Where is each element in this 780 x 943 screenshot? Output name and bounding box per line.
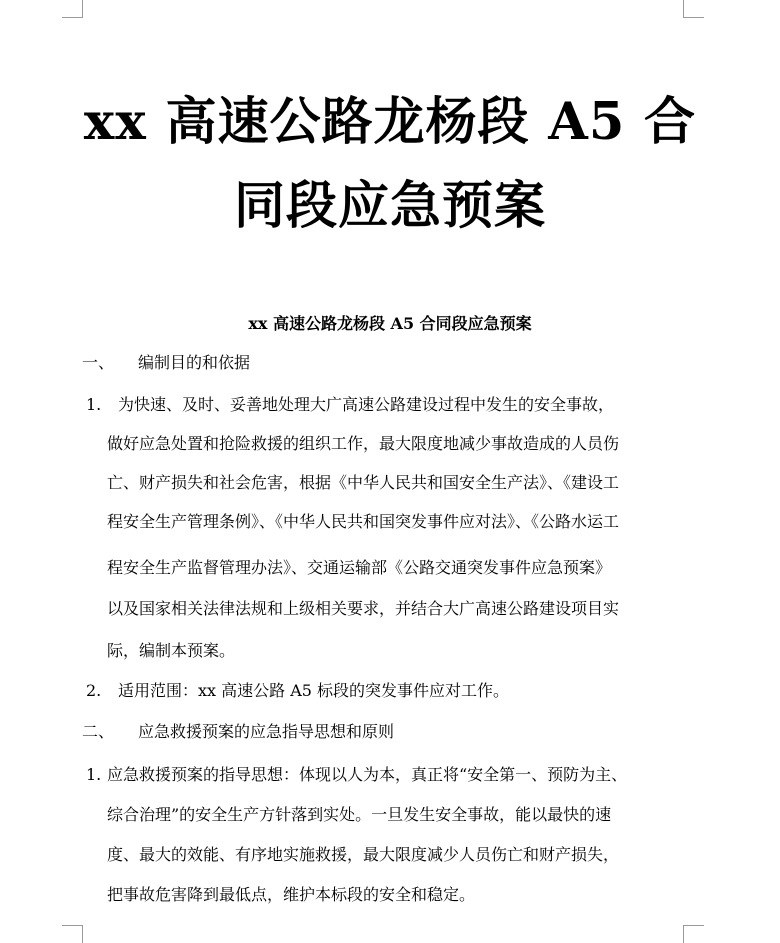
section-1-item-1-line-7: 际，编制本预案。 xyxy=(107,641,236,660)
section-2-item-1-line-4: 把事故危害降到最低点，维护本标段的安全和稳定。 xyxy=(107,885,476,904)
crop-mark-top-right-horizontal xyxy=(684,17,704,18)
section-1-item-1-line-3: 亡、财产损失和社会危害，根据《中华人民共和国安全生产法》、《建设工 xyxy=(107,473,620,492)
document-title xyxy=(40,80,740,248)
section-1-number: 一、 xyxy=(82,353,115,372)
crop-mark-bottom-right-vertical xyxy=(683,925,684,943)
section-1-heading: 编制目的和依据 xyxy=(138,353,251,372)
section-2-number: 二、 xyxy=(82,722,115,741)
section-2-item-1-number: 1. xyxy=(86,765,102,784)
section-1-item-2-number: 2. xyxy=(86,681,102,700)
crop-mark-top-left-vertical xyxy=(82,0,83,18)
section-2-item-1-line-3: 度、最大的效能、有序地实施救援，最大限度减少人员伤亡和财产损失， xyxy=(107,845,620,864)
crop-mark-top-left-horizontal xyxy=(62,17,82,18)
section-2-heading: 应急救援预案的应急指导思想和原则 xyxy=(138,722,395,741)
section-1-item-1-line-2: 做好应急处置和抢险救援的组织工作，最大限度地减少事故造成的人员伤 xyxy=(107,434,620,453)
section-1-item-2-line-1: 适用范围：xx 高速公路 A5 标段的突发事件应对工作。 xyxy=(118,681,510,700)
section-1-item-1-line-4: 程安全生产管理条例》、《中华人民共和国突发事件应对法》、《公路水运工 xyxy=(107,512,620,531)
document-title-line-2: 同段应急预案 xyxy=(233,176,546,236)
crop-mark-top-right-vertical xyxy=(683,0,684,18)
section-1-item-1-line-6: 以及国家相关法律法规和上级相关要求，并结合大广高速公路建设项目实 xyxy=(107,599,620,618)
section-2-item-1-line-1: 应急救援预案的指导思想：体现以人为本，真正将“安全第一、预防为主、 xyxy=(107,765,628,784)
section-1-item-1-line-5: 程安全生产监督管理办法》、交通运输部《公路交通突发事件应急预案》 xyxy=(107,558,612,577)
section-2-item-1-line-2: 综合治理”的安全生产方针落到实处。一旦发生安全事故，能以最快的速 xyxy=(107,805,612,824)
crop-mark-bottom-left-horizontal xyxy=(62,925,82,926)
section-1-item-1-line-1: 为快速、及时、妥善地处理大广高速公路建设过程中发生的安全事故， xyxy=(118,395,615,414)
crop-mark-bottom-right-horizontal xyxy=(684,925,704,926)
document-subtitle: xx 高速公路龙杨段 A5 合同段应急预案 xyxy=(248,314,532,333)
crop-mark-bottom-left-vertical xyxy=(82,925,83,943)
document-title-line-1: xx 高速公路龙杨段 A5 合 xyxy=(83,92,697,152)
section-1-item-1-number: 1. xyxy=(86,395,102,414)
